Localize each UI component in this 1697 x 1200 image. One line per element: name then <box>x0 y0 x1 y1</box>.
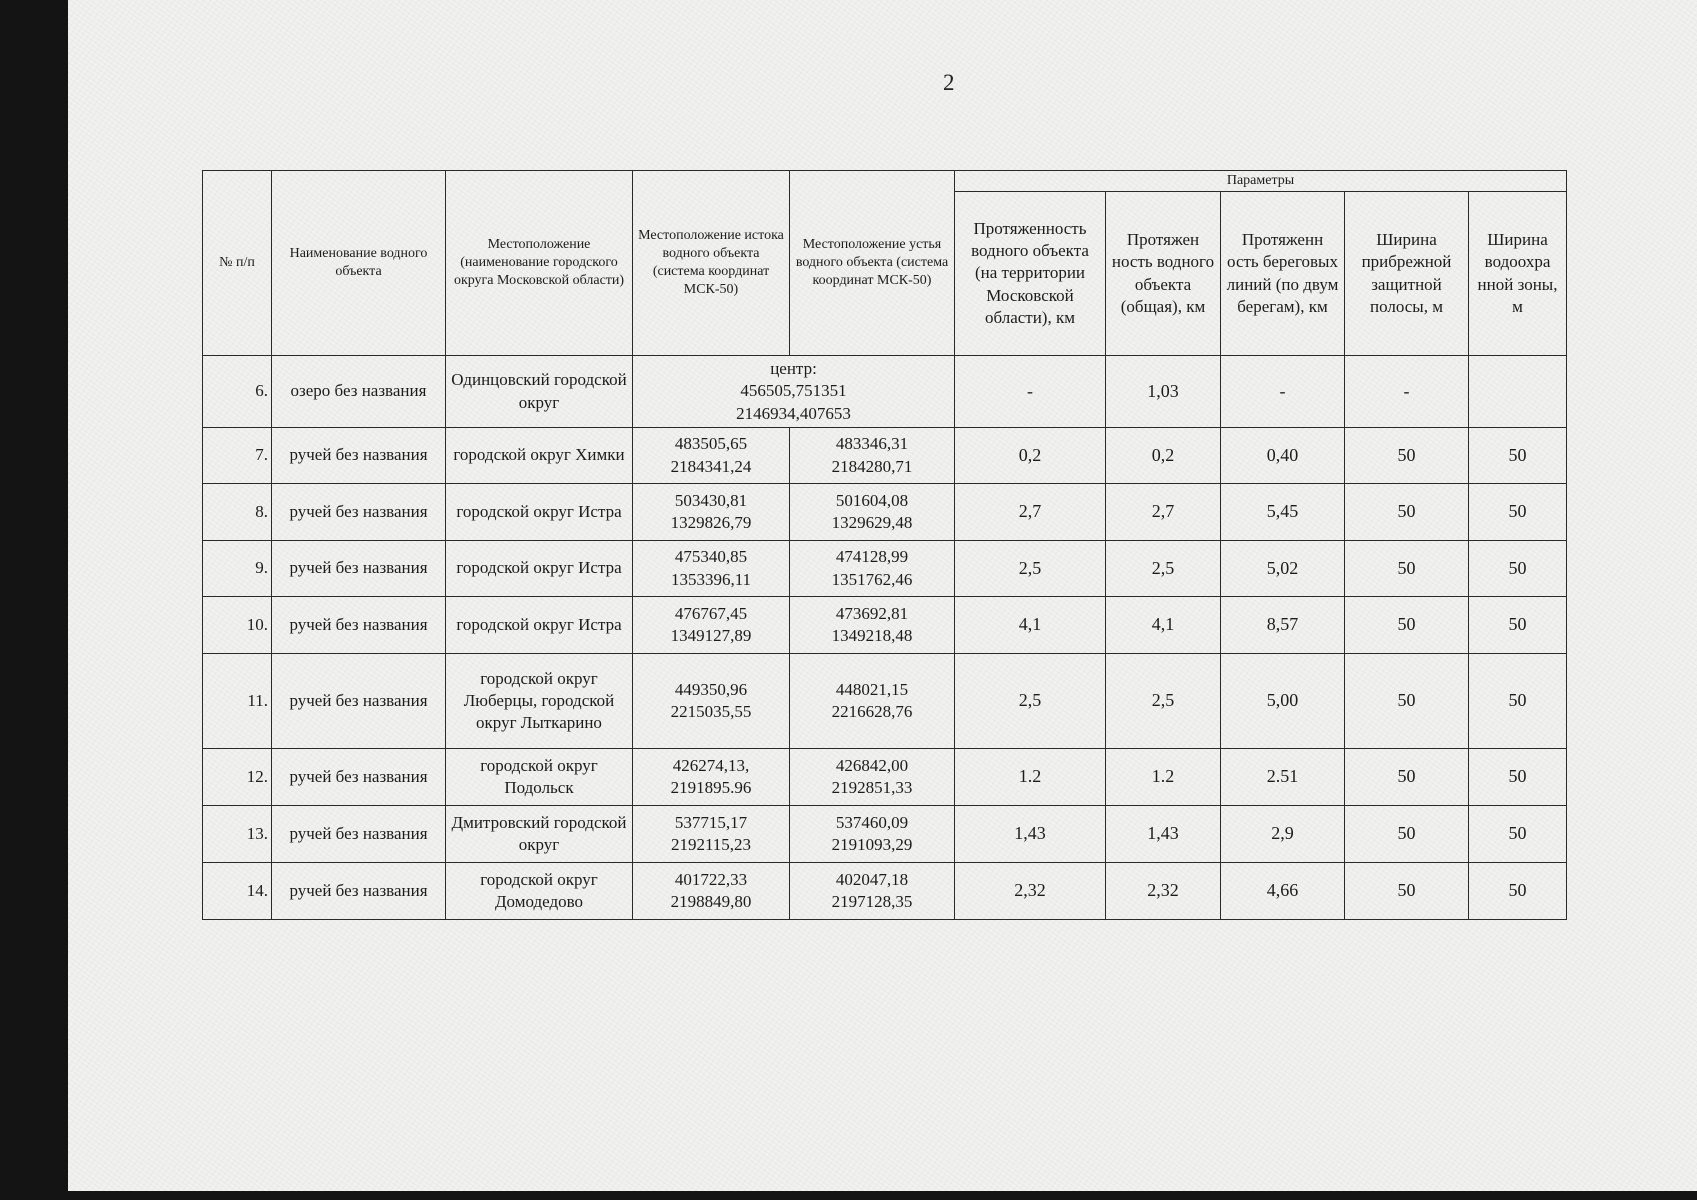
row-number: 14. <box>203 863 272 920</box>
object-location: городской округ Химки <box>446 428 633 484</box>
water-zone-width: 50 <box>1469 749 1567 806</box>
mouth-coordinates: 537460,09 2191093,29 <box>790 806 955 863</box>
table-row <box>203 356 1567 428</box>
protective-strip-width: 50 <box>1345 541 1469 597</box>
length-mo: 2,7 <box>955 484 1106 541</box>
page-number: 2 <box>943 70 955 95</box>
protective-strip-width: 50 <box>1345 749 1469 806</box>
protective-strip-width: - <box>1345 356 1469 428</box>
header-row-1 <box>203 171 1567 192</box>
object-location: городской округ Домодедово <box>446 863 633 920</box>
object-location: Одинцовский городской округ <box>446 356 633 428</box>
mouth-coordinates: 483346,31 2184280,71 <box>790 428 955 484</box>
water-zone-width: 50 <box>1469 654 1567 749</box>
col-header-location: Местоположение (наименование городского округа Московской области) <box>446 171 633 356</box>
length-total: 4,1 <box>1106 597 1221 654</box>
length-mo: 1,43 <box>955 806 1106 863</box>
shoreline-length: 2,9 <box>1221 806 1345 863</box>
water-zone-width: 50 <box>1469 428 1567 484</box>
col-header-water-zone: Ширина водоохра нной зоны, м <box>1469 192 1567 356</box>
shoreline-length: 4,66 <box>1221 863 1345 920</box>
length-mo: 4,1 <box>955 597 1106 654</box>
col-header-length-mo: Протяженность водного объекта (на территории Московской области), км <box>955 192 1106 356</box>
table-row <box>203 541 1567 597</box>
mouth-coordinates: 474128,99 1351762,46 <box>790 541 955 597</box>
protective-strip-width: 50 <box>1345 654 1469 749</box>
object-location: городской округ Истра <box>446 484 633 541</box>
col-header-length-total: Протяжен ность водного объекта (общая), км <box>1106 192 1221 356</box>
row-number: 9. <box>203 541 272 597</box>
shoreline-length: - <box>1221 356 1345 428</box>
source-coordinates: 503430,81 1329826,79 <box>633 484 790 541</box>
length-total: 0,2 <box>1106 428 1221 484</box>
shoreline-length: 5,02 <box>1221 541 1345 597</box>
mouth-coordinates: 501604,08 1329629,48 <box>790 484 955 541</box>
col-header-number: № п/п <box>203 171 272 356</box>
length-mo: 2,5 <box>955 654 1106 749</box>
mouth-coordinates: 473692,81 1349218,48 <box>790 597 955 654</box>
protective-strip-width: 50 <box>1345 863 1469 920</box>
row-number: 7. <box>203 428 272 484</box>
length-mo: 2,5 <box>955 541 1106 597</box>
mouth-coordinates: 448021,15 2216628,76 <box>790 654 955 749</box>
length-mo: 2,32 <box>955 863 1106 920</box>
water-zone-width: 50 <box>1469 863 1567 920</box>
length-total: 1,03 <box>1106 356 1221 428</box>
mouth-coordinates: 402047,18 2197128,35 <box>790 863 955 920</box>
row-number: 13. <box>203 806 272 863</box>
length-total: 2,5 <box>1106 541 1221 597</box>
table-row <box>203 597 1567 654</box>
col-header-protective-strip: Ширина прибрежной защитной полосы, м <box>1345 192 1469 356</box>
row-number: 8. <box>203 484 272 541</box>
table-row <box>203 484 1567 541</box>
source-coordinates: 476767,45 1349127,89 <box>633 597 790 654</box>
table-body <box>203 356 1567 920</box>
length-total: 2,32 <box>1106 863 1221 920</box>
col-header-source: Местоположение истока водного объекта (система координат МСК-50) <box>633 171 790 356</box>
table-header <box>203 171 1567 356</box>
water-zone-width: 50 <box>1469 484 1567 541</box>
col-header-name: Наименование водного объекта <box>272 171 446 356</box>
length-mo: - <box>955 356 1106 428</box>
object-name: ручей без названия <box>272 806 446 863</box>
water-zone-width: 50 <box>1469 597 1567 654</box>
length-total: 1,43 <box>1106 806 1221 863</box>
shoreline-length: 8,57 <box>1221 597 1345 654</box>
table-row <box>203 428 1567 484</box>
object-location: городской округ Подольск <box>446 749 633 806</box>
col-header-mouth: Местоположение устья водного объекта (система координат МСК-50) <box>790 171 955 356</box>
source-coordinates: 449350,96 2215035,55 <box>633 654 790 749</box>
length-mo: 1.2 <box>955 749 1106 806</box>
source-coordinates: 483505,65 2184341,24 <box>633 428 790 484</box>
object-name: озеро без названия <box>272 356 446 428</box>
shoreline-length: 0,40 <box>1221 428 1345 484</box>
water-zone-width: 50 <box>1469 806 1567 863</box>
length-mo: 0,2 <box>955 428 1106 484</box>
length-total: 2,5 <box>1106 654 1221 749</box>
object-location: городской округ Истра <box>446 541 633 597</box>
object-name: ручей без названия <box>272 541 446 597</box>
object-location: городской округ Люберцы, городской округ Лыткарино <box>446 654 633 749</box>
table-row <box>203 806 1567 863</box>
object-name: ручей без названия <box>272 428 446 484</box>
length-total: 2,7 <box>1106 484 1221 541</box>
shoreline-length: 2.51 <box>1221 749 1345 806</box>
source-coordinates: 426274,13, 2191895.96 <box>633 749 790 806</box>
object-location: городской округ Истра <box>446 597 633 654</box>
object-center-coordinates: центр: 456505,751351 2146934,407653 <box>633 356 955 428</box>
col-header-shoreline: Протяженн ость береговых линий (по двум берегам), км <box>1221 192 1345 356</box>
protective-strip-width: 50 <box>1345 806 1469 863</box>
row-number: 6. <box>203 356 272 428</box>
table-row <box>203 654 1567 749</box>
shoreline-length: 5,00 <box>1221 654 1345 749</box>
row-number: 10. <box>203 597 272 654</box>
parameters-group-header: Параметры <box>955 171 1567 192</box>
object-name: ручей без названия <box>272 484 446 541</box>
protective-strip-width: 50 <box>1345 484 1469 541</box>
shoreline-length: 5,45 <box>1221 484 1345 541</box>
object-name: ручей без названия <box>272 863 446 920</box>
scan-border <box>68 1191 1697 1200</box>
water-zone-width: 50 <box>1469 541 1567 597</box>
source-coordinates: 537715,17 2192115,23 <box>633 806 790 863</box>
source-coordinates: 475340,85 1353396,11 <box>633 541 790 597</box>
water-objects-table <box>202 170 1567 920</box>
water-zone-width <box>1469 356 1567 428</box>
object-name: ручей без названия <box>272 654 446 749</box>
object-location: Дмитровский городской округ <box>446 806 633 863</box>
table-row <box>203 863 1567 920</box>
object-name: ручей без названия <box>272 597 446 654</box>
protective-strip-width: 50 <box>1345 428 1469 484</box>
row-number: 11. <box>203 654 272 749</box>
object-name: ручей без названия <box>272 749 446 806</box>
mouth-coordinates: 426842,00 2192851,33 <box>790 749 955 806</box>
protective-strip-width: 50 <box>1345 597 1469 654</box>
length-total: 1.2 <box>1106 749 1221 806</box>
table-row <box>203 749 1567 806</box>
source-coordinates: 401722,33 2198849,80 <box>633 863 790 920</box>
row-number: 12. <box>203 749 272 806</box>
